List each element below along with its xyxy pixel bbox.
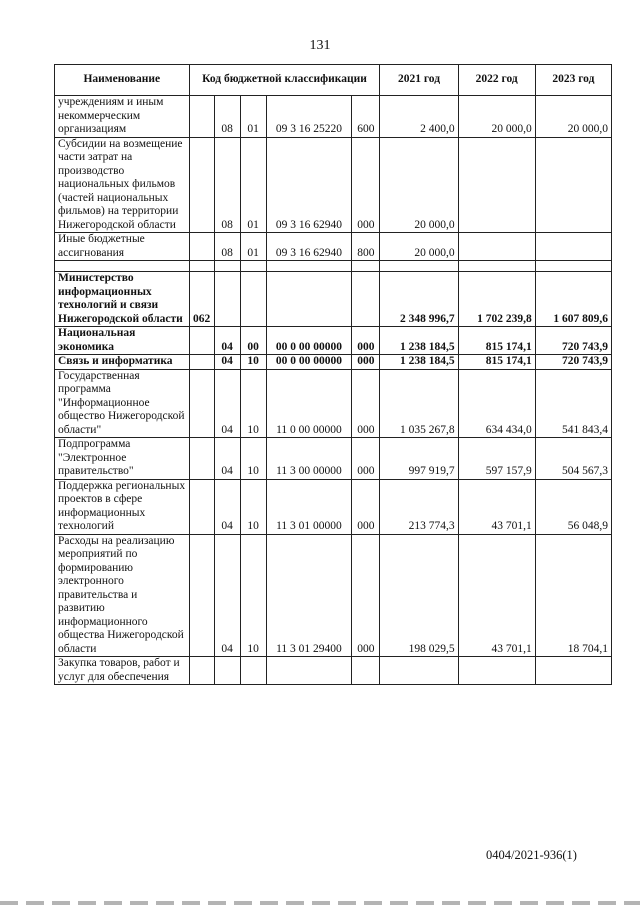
- table-row: [55, 369, 612, 438]
- table-row: [55, 137, 612, 233]
- row-section: [214, 272, 240, 327]
- table-row: [55, 233, 612, 261]
- row-target-article: 11 0 00 00000: [266, 369, 352, 438]
- row-value-2022: 634 434,0: [458, 369, 535, 438]
- row-target-article: 11 3 01 00000: [266, 479, 352, 534]
- row-subsection: 10: [240, 438, 266, 480]
- row-expense-type: 000: [352, 534, 380, 657]
- row-ministry-code: [189, 479, 214, 534]
- row-section: 04: [214, 438, 240, 480]
- row-target-article: [266, 657, 352, 685]
- row-expense-type: 000: [352, 479, 380, 534]
- row-value-2021: 20 000,0: [380, 137, 458, 233]
- row-value-2021: 1 238 184,5: [380, 355, 458, 370]
- row-section: 04: [214, 369, 240, 438]
- row-name: Иные бюджетные ассигнования: [55, 233, 190, 261]
- row-target-article: 09 3 16 62940: [266, 137, 352, 233]
- row-target-article: 00 0 00 00000: [266, 327, 352, 355]
- row-section: 08: [214, 137, 240, 233]
- row-value-2022: 20 000,0: [458, 96, 535, 138]
- row-expense-type: 000: [352, 327, 380, 355]
- row-name: Субсидии на возмещение части затрат на производство национальных фильмов (частей национальных фильмов) на территории Нижегородской области: [55, 137, 190, 233]
- row-ministry-code: [189, 233, 214, 261]
- row-ministry-code: [189, 369, 214, 438]
- header-2021: 2021 год: [380, 65, 458, 96]
- row-name: Поддержка региональных проектов в сфере информационных технологий: [55, 479, 190, 534]
- row-ministry-code: [189, 96, 214, 138]
- row-subsection: 10: [240, 479, 266, 534]
- row-expense-type: [352, 272, 380, 327]
- row-target-article: 11 3 01 29400: [266, 534, 352, 657]
- row-section: [214, 657, 240, 685]
- table-row: [55, 657, 612, 685]
- table-row: [55, 534, 612, 657]
- row-value-2023: [535, 657, 611, 685]
- header-name: Наименование: [55, 65, 190, 96]
- header-code: Код бюджетной классификации: [189, 65, 380, 96]
- row-subsection: 10: [240, 355, 266, 370]
- row-ministry-code: [189, 657, 214, 685]
- row-ministry-code: [189, 534, 214, 657]
- table-row: [55, 479, 612, 534]
- row-subsection: 10: [240, 534, 266, 657]
- row-value-2022: 1 702 239,8: [458, 272, 535, 327]
- row-value-2021: 1 238 184,5: [380, 327, 458, 355]
- row-target-article: 09 3 16 25220: [266, 96, 352, 138]
- row-expense-type: 000: [352, 137, 380, 233]
- row-section: 04: [214, 534, 240, 657]
- row-target-article: 00 0 00 00000: [266, 355, 352, 370]
- row-value-2022: 815 174,1: [458, 327, 535, 355]
- row-value-2022: 597 157,9: [458, 438, 535, 480]
- row-expense-type: 000: [352, 355, 380, 370]
- table-header-row: [55, 65, 612, 96]
- row-value-2021: 2 348 996,7: [380, 272, 458, 327]
- table-row: [55, 272, 612, 327]
- row-value-2021: 20 000,0: [380, 233, 458, 261]
- scan-artifact-line: [0, 901, 640, 905]
- row-expense-type: 000: [352, 438, 380, 480]
- row-ministry-code: 062: [189, 272, 214, 327]
- row-subsection: 10: [240, 369, 266, 438]
- row-section: 04: [214, 327, 240, 355]
- row-value-2023: 720 743,9: [535, 355, 611, 370]
- row-value-2023: 541 843,4: [535, 369, 611, 438]
- row-value-2022: [458, 657, 535, 685]
- row-section: 08: [214, 96, 240, 138]
- row-target-article: 11 3 00 00000: [266, 438, 352, 480]
- row-value-2022: 815 174,1: [458, 355, 535, 370]
- row-target-article: 09 3 16 62940: [266, 233, 352, 261]
- row-section: 08: [214, 233, 240, 261]
- row-target-article: [266, 272, 352, 327]
- row-subsection: [240, 272, 266, 327]
- table-row: [55, 355, 612, 370]
- row-value-2023: [535, 137, 611, 233]
- row-value-2023: 504 567,3: [535, 438, 611, 480]
- header-2022: 2022 год: [458, 65, 535, 96]
- budget-table: [54, 64, 612, 685]
- row-expense-type: 800: [352, 233, 380, 261]
- row-ministry-code: [189, 355, 214, 370]
- row-ministry-code: [189, 137, 214, 233]
- row-name: учреждениям и иным некоммерческим организациям: [55, 96, 190, 138]
- header-2023: 2023 год: [535, 65, 611, 96]
- row-value-2021: 213 774,3: [380, 479, 458, 534]
- row-value-2021: 1 035 267,8: [380, 369, 458, 438]
- row-value-2023: 20 000,0: [535, 96, 611, 138]
- spacer-row: [55, 261, 612, 272]
- row-value-2021: 198 029,5: [380, 534, 458, 657]
- row-value-2021: 2 400,0: [380, 96, 458, 138]
- row-value-2023: 720 743,9: [535, 327, 611, 355]
- row-ministry-code: [189, 438, 214, 480]
- row-name: Расходы на реализацию мероприятий по формированию электронного правительства и развитию информационного общества Нижегородской области: [55, 534, 190, 657]
- row-value-2022: [458, 137, 535, 233]
- row-value-2021: [380, 657, 458, 685]
- row-ministry-code: [189, 327, 214, 355]
- row-value-2023: 1 607 809,6: [535, 272, 611, 327]
- row-name: Государственная программа "Информационное общество Нижегородской области": [55, 369, 190, 438]
- row-section: 04: [214, 479, 240, 534]
- row-value-2023: [535, 233, 611, 261]
- row-expense-type: 000: [352, 369, 380, 438]
- page-number: 131: [309, 38, 331, 53]
- row-value-2022: 43 701,1: [458, 534, 535, 657]
- row-expense-type: [352, 657, 380, 685]
- row-name: Закупка товаров, работ и услуг для обеспечения: [55, 657, 190, 685]
- row-subsection: 01: [240, 233, 266, 261]
- row-value-2022: [458, 233, 535, 261]
- row-value-2021: 997 919,7: [380, 438, 458, 480]
- document-code: 0404/2021-936(1): [486, 848, 577, 862]
- row-name: Подпрограмма "Электронное правительство": [55, 438, 190, 480]
- row-subsection: [240, 657, 266, 685]
- table-row: [55, 327, 612, 355]
- row-subsection: 01: [240, 96, 266, 138]
- row-value-2023: 18 704,1: [535, 534, 611, 657]
- row-name: Национальная экономика: [55, 327, 190, 355]
- row-value-2022: 43 701,1: [458, 479, 535, 534]
- table-row: [55, 438, 612, 480]
- row-value-2023: 56 048,9: [535, 479, 611, 534]
- row-subsection: 00: [240, 327, 266, 355]
- row-section: 04: [214, 355, 240, 370]
- table-row: [55, 96, 612, 138]
- row-name: Связь и информатика: [55, 355, 190, 370]
- row-name: Министерство информационных технологий и связи Нижегородской области: [55, 272, 190, 327]
- row-subsection: 01: [240, 137, 266, 233]
- row-expense-type: 600: [352, 96, 380, 138]
